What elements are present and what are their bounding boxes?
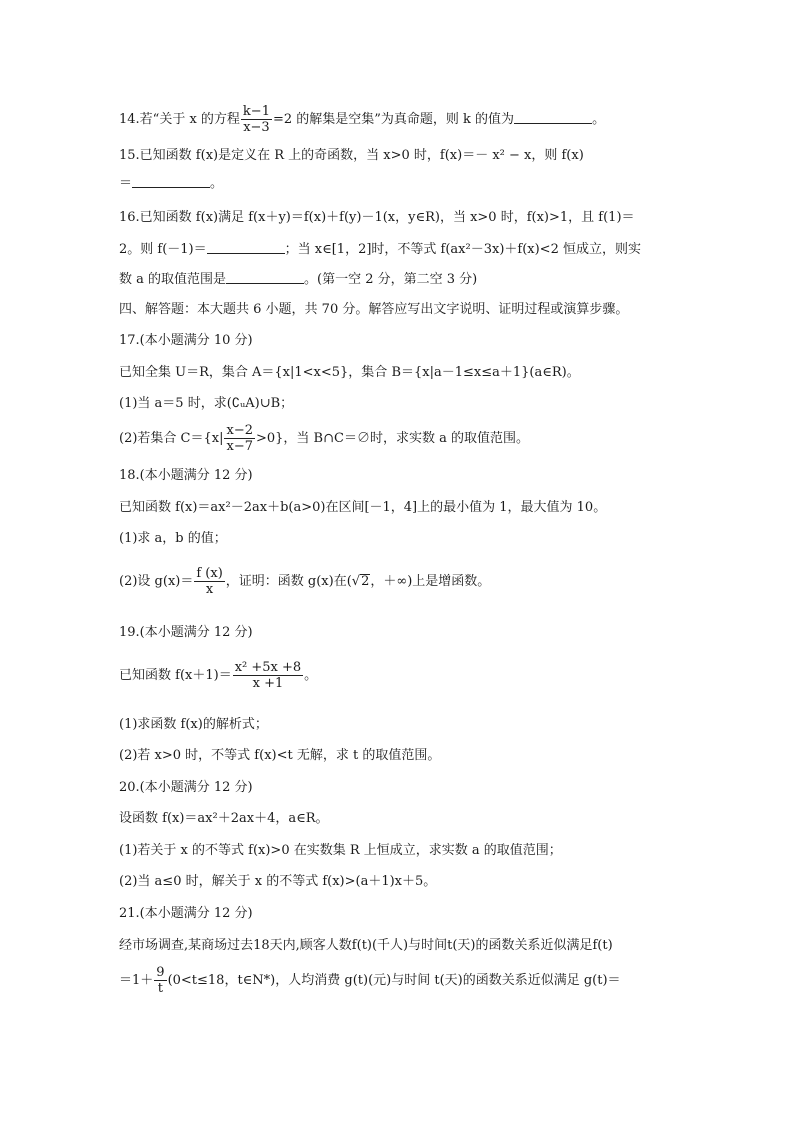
question-19-part1: (1)求函数 f(x)的解析式； — [119, 717, 268, 732]
fraction: $\frac{9}{t}$ — [156, 965, 165, 996]
question-18-stem: 已知函数 f(x)＝ax²－2ax＋b(a>0)在区间[－1，4]上的最小值为 1，最大值为 10。 — [119, 500, 607, 515]
question-19-stem: 已知函数 f(x＋1)＝ $\frac{\text{x² +5x +8}}{x +1}$ 。 — [119, 660, 318, 691]
question-14: 14.若“关于 x 的方程 $\frac{k-1}{x-3}$ =2 的解集是空集”为真命题，则 k 的值为 。 — [119, 104, 606, 135]
fraction: $\frac{f (x)}{x}$ — [196, 566, 223, 597]
question-21-head: 21.(本小题满分 12 分) — [119, 906, 253, 921]
question-19-head: 19.(本小题满分 12 分) — [119, 625, 253, 640]
question-20-part2: (2)当 a≤0 时，解关于 x 的不等式 f(x)>(a＋1)x＋5。 — [119, 874, 437, 889]
answer-blank[interactable] — [132, 175, 210, 188]
question-17-stem: 已知全集 U＝R，集合 A＝{x|1<x<5}，集合 B＝{x|a－1≤x≤a＋1}(a∈R)。 — [119, 365, 580, 380]
question-21-line1: 经市场调查,某商场过去18天内,顾客人数f(t)(千人)与时间t(天)的函数关系近似满足f(t) — [119, 938, 613, 953]
question-17-head: 17.(本小题满分 10 分) — [119, 333, 253, 348]
question-17-part2: (2)若集合 C＝{x| $\frac{x-2}{x-7}$ >0}，当 B∩C＝∅时，求实数 a 的取值范围。 — [119, 423, 529, 454]
fraction: $\frac{k-1}{x-3}$ — [242, 104, 270, 135]
answer-blank[interactable] — [226, 271, 304, 284]
question-21-line2: ＝1＋ $\frac{9}{t}$ (0<t≤18，t∈N*)，人均消费 g(t)(元)与时间 t(天)的函数关系近似满足 g(t)＝ — [119, 965, 621, 996]
question-16-line1: 16.已知函数 f(x)满足 f(x＋y)＝f(x)＋f(y)－1(x，y∈R)，当 x>0 时，f(x)>1，且 f(1)＝ — [119, 210, 635, 225]
section-heading: 四、解答题：本大题共 6 小题，共 70 分。解答应写出文字说明、证明过程或演算步骤。 — [119, 302, 629, 317]
question-16-line2: 2。则 f(－1)＝ ；当 x∈[1，2]时，不等式 f(ax²－3x)＋f(x)<2 恒成立，则实 — [119, 242, 641, 257]
question-18-part2: (2)设 g(x)＝ $\frac{f (x)}{x}$ ，证明：函数 g(x)在(√2，＋∞)上是增函数。 — [119, 566, 491, 597]
question-18-head: 18.(本小题满分 12 分) — [119, 468, 253, 483]
answer-blank[interactable] — [207, 241, 285, 254]
question-16-line3: 数 a 的取值范围是 。(第一空 2 分，第二空 3 分) — [119, 272, 478, 287]
fraction: $\frac{\text{x² +5x +8}}{x +1}$ — [234, 660, 302, 691]
fraction: $\frac{x-2}{x-7}$ — [226, 423, 253, 454]
question-18-part1: (1)求 a，b 的值； — [119, 531, 227, 546]
question-20-stem: 设函数 f(x)＝ax²＋2ax＋4，a∈R。 — [119, 811, 329, 826]
question-19-part2: (2)若 x>0 时，不等式 f(x)<t 无解，求 t 的取值范围。 — [119, 748, 441, 763]
sqrt-symbol: √ — [351, 574, 361, 589]
question-17-part1: (1)当 a＝5 时，求(∁ᵤA)∪B； — [119, 396, 294, 411]
answer-blank[interactable] — [514, 111, 592, 124]
question-15-line1: 15.已知函数 f(x)是定义在 R 上的奇函数，当 x>0 时，f(x)＝－ x² − x，则 f(x) — [119, 148, 584, 163]
question-20-part1: (1)若关于 x 的不等式 f(x)>0 在实数集 R 上恒成立，求实数 a 的取值范围； — [119, 843, 562, 858]
question-20-head: 20.(本小题满分 12 分) — [119, 780, 253, 795]
question-15-line2: ＝ 。 — [119, 176, 224, 191]
